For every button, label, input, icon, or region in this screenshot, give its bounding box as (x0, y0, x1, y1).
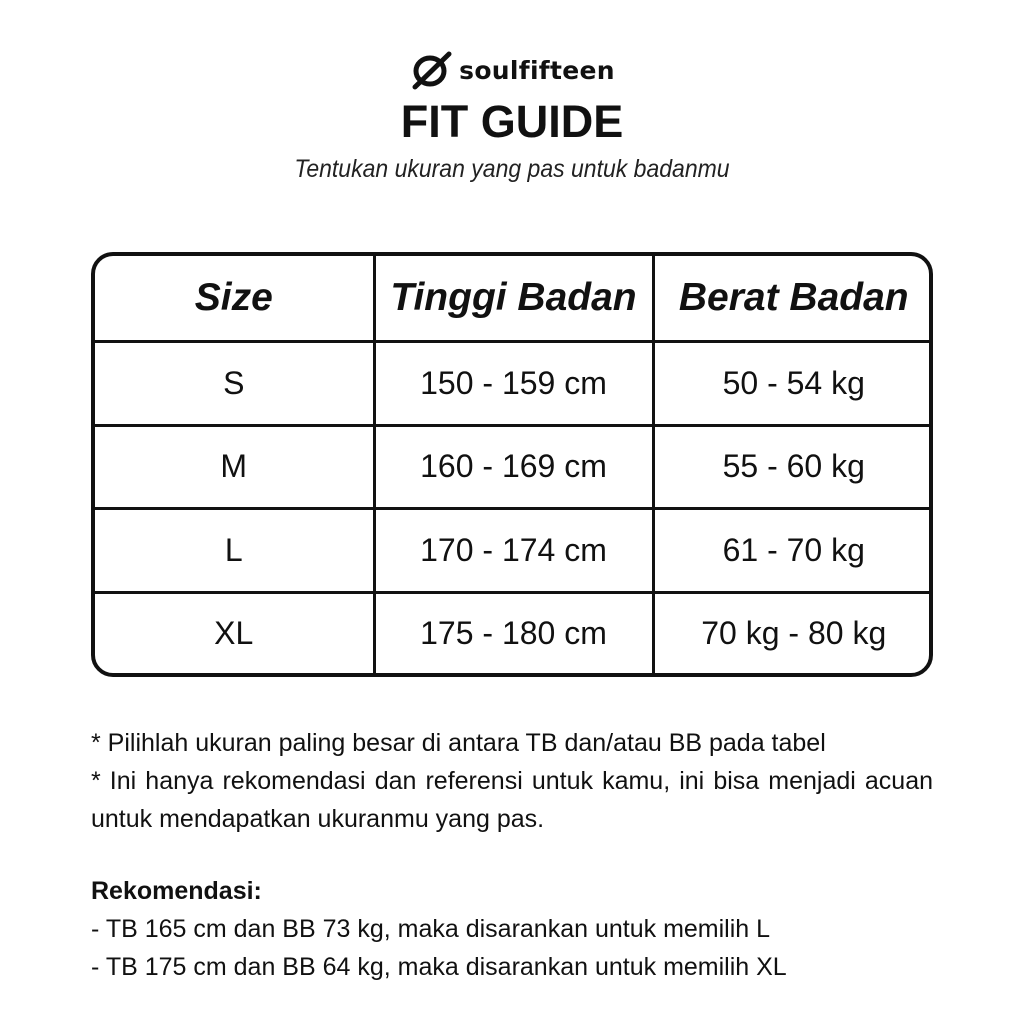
recommendation-section (91, 872, 933, 986)
recommendation-item: - TB 175 cm dan BB 64 kg, maka disarankan untuk memilih XL (91, 953, 787, 981)
table-row (95, 342, 933, 426)
header-size: Size (95, 256, 374, 342)
cell-weight: 61 - 70 kg (653, 509, 933, 593)
page-title: FIT GUIDE (400, 96, 624, 147)
recommendation-item: - TB 165 cm dan BB 73 kg, maka disarankan untuk memilih L (91, 915, 771, 943)
brand-header (0, 50, 1024, 90)
table-row (95, 509, 933, 593)
table-row (95, 592, 933, 673)
header-height: Tinggi Badan (374, 256, 653, 342)
size-table (95, 256, 933, 673)
note-item: * Ini hanya rekomendasi dan referensi untuk kamu, ini bisa menjadi acuan untuk mendapatkan ukuranmu yang pas. (91, 767, 933, 833)
cell-weight: 50 - 54 kg (653, 342, 933, 426)
cell-weight: 55 - 60 kg (653, 425, 933, 509)
page-subtitle: Tentukan ukuran yang pas untuk badanmu (294, 155, 730, 183)
cell-height: 160 - 169 cm (374, 425, 653, 509)
cell-height: 170 - 174 cm (374, 509, 653, 593)
note-item: * Pilihlah ukuran paling besar di antara TB dan/atau BB pada tabel (91, 729, 826, 757)
header-weight: Berat Badan (653, 256, 933, 342)
cell-size: L (95, 509, 374, 593)
cell-size: S (95, 342, 374, 426)
cell-size: M (95, 425, 374, 509)
slashed-circle-logo-icon (409, 50, 455, 90)
table-row (95, 425, 933, 509)
table-header-row (95, 256, 933, 342)
cell-size: XL (95, 592, 374, 673)
notes-section (91, 724, 933, 838)
brand-name: soulfifteen (459, 55, 615, 85)
cell-height: 175 - 180 cm (374, 592, 653, 673)
cell-weight: 70 kg - 80 kg (653, 592, 933, 673)
cell-height: 150 - 159 cm (374, 342, 653, 426)
recommendation-title: Rekomendasi: (91, 877, 262, 905)
size-table-frame (91, 252, 933, 677)
